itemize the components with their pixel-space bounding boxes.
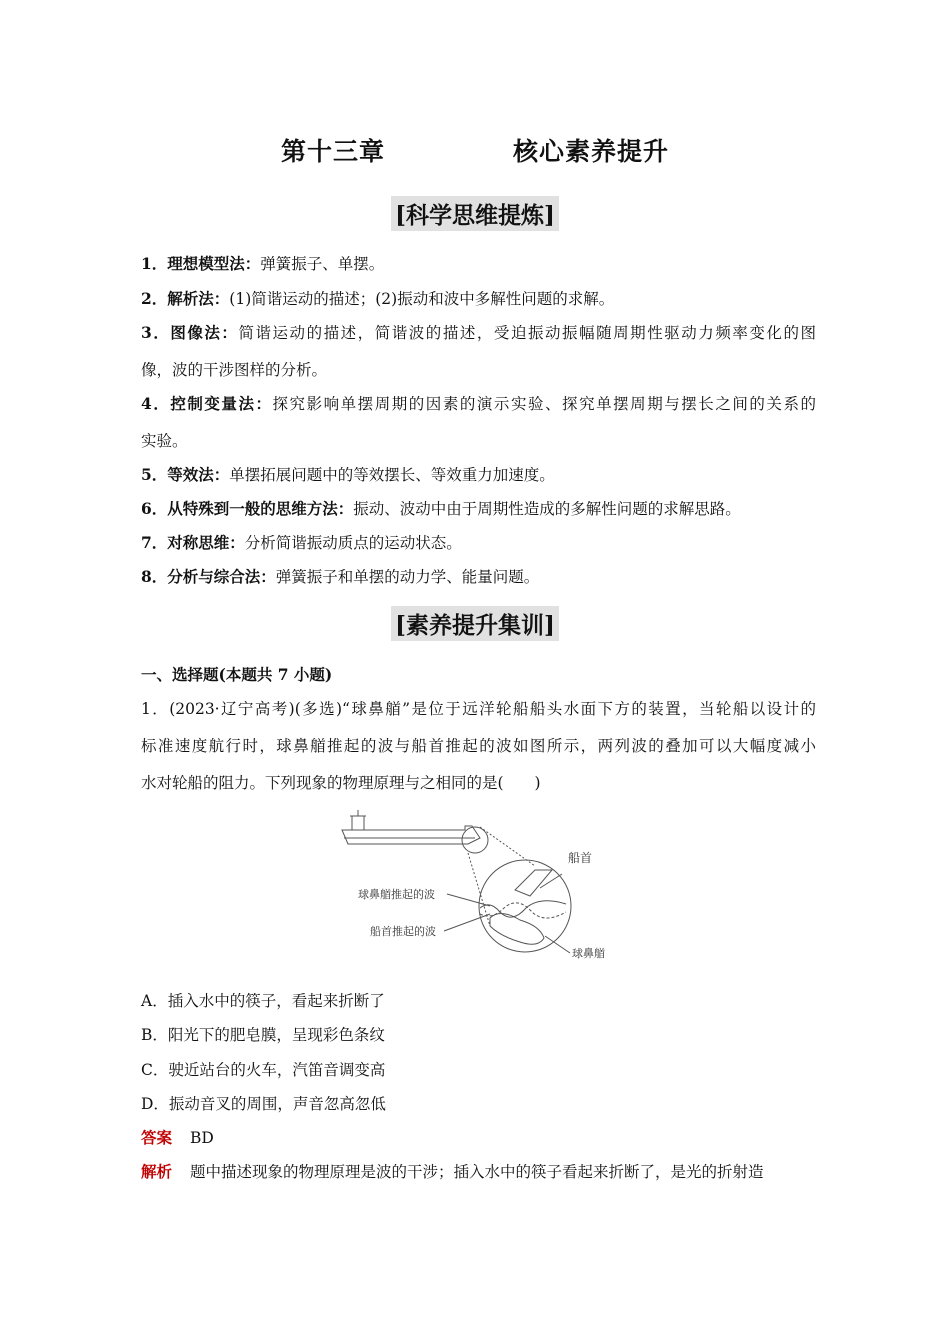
section-heading-thinking: [科学思维提炼] xyxy=(0,196,950,231)
list-item: 5．等效法：单摆拓展问题中的等效摆长、等效重力加速度。 xyxy=(141,465,555,484)
answer-value: BD xyxy=(190,1129,214,1147)
list-item: 6．从特殊到一般的思维方法：振动、波动中由于周期性造成的多解性问题的求解思路。 xyxy=(141,499,741,518)
label-bulb: 球鼻艏 xyxy=(572,948,605,960)
ship-wave-diagram xyxy=(340,808,620,968)
label-bow-wave: 船首推起的波 xyxy=(370,926,436,938)
ship-superstructure xyxy=(352,816,364,830)
question-text: 1．(2023·辽宁高考)(多选)“球鼻艏”是位于远洋轮船船头水面下方的装置，当轮船以设计的 xyxy=(141,700,816,718)
option-c: C．驶近站台的火车，汽笛音调变高 xyxy=(141,1061,386,1079)
analysis-text: 题中描述现象的物理原理是波的干涉；插入水中的筷子看起来折断了，是光的折射造 xyxy=(190,1163,764,1181)
bulb-shape xyxy=(490,913,544,944)
question-text: 水对轮船的阻力。下列现象的物理原理与之相同的是( ) xyxy=(141,774,541,792)
list-item-continuation: 实验。 xyxy=(141,432,188,450)
label-bow: 船首 xyxy=(568,851,593,865)
chapter-title xyxy=(0,132,950,168)
list-item: 8．分析与综合法：弹簧振子和单摆的动力学、能量问题。 xyxy=(141,567,540,586)
chapter-number: 第十三章 xyxy=(280,137,385,166)
bow-shape xyxy=(515,870,552,896)
question-text: 标准速度航行时，球鼻艏推起的波与船首推起的波如图所示，两列波的叠加可以大幅度减小 xyxy=(141,737,816,755)
list-item: 4．控制变量法：探究影响单摆周期的因素的演示实验、探究单摆周期与摆长之间的关系的 xyxy=(141,394,816,413)
list-item: 1．理想模型法：弹簧振子、单摆。 xyxy=(141,254,385,273)
list-item-continuation: 像，波的干涉图样的分析。 xyxy=(141,361,328,379)
list-item: 7．对称思维：分析简谐振动质点的运动状态。 xyxy=(141,533,462,552)
list-item: 3．图像法：简谐运动的描述，简谐波的描述，受迫振动振幅随周期性驱动力频率变化的图 xyxy=(141,323,816,342)
label-bulb-wave: 球鼻艏推起的波 xyxy=(358,889,435,901)
section-heading-training: [素养提升集训] xyxy=(0,606,950,641)
ship-hull xyxy=(342,826,480,844)
part-title: 一、选择题(本题共 7 小题) xyxy=(141,665,333,684)
option-d: D．振动音叉的周围，声音忽高忽低 xyxy=(141,1095,386,1113)
option-a: A．插入水中的筷子，看起来折断了 xyxy=(141,992,385,1010)
chapter-name: 核心素养提升 xyxy=(513,137,670,166)
bulb-wave xyxy=(480,901,566,917)
answer-line xyxy=(141,1126,816,1148)
option-b: B．阳光下的肥皂膜，呈现彩色条纹 xyxy=(141,1026,385,1044)
analysis-line xyxy=(141,1160,816,1182)
answer-label: 答案 xyxy=(141,1128,173,1147)
list-item: 2．解析法：(1)简谐运动的描述；(2)振动和波中多解性问题的求解。 xyxy=(141,289,615,308)
analysis-label: 解析 xyxy=(141,1162,173,1181)
